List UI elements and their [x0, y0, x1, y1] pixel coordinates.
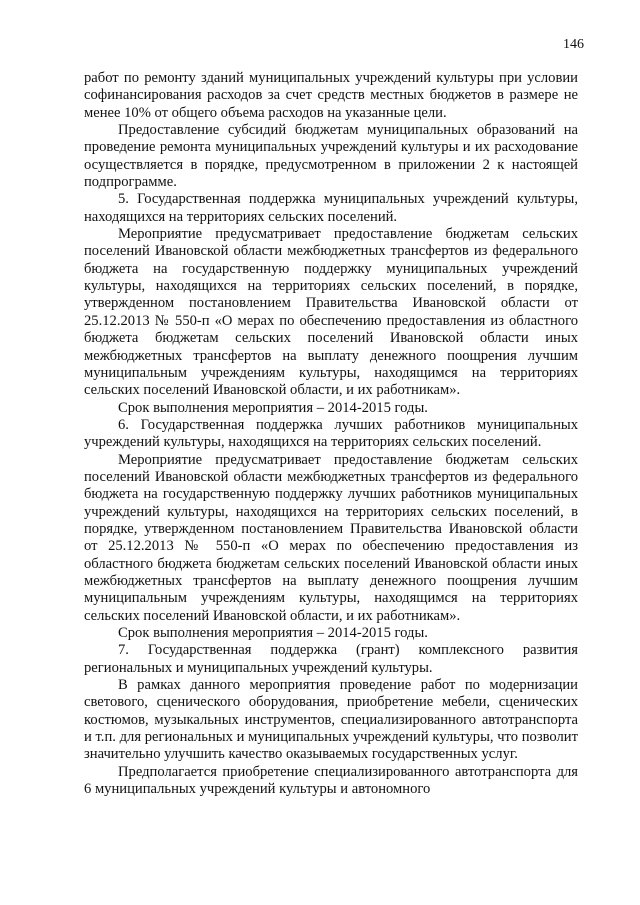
paragraph-transport: Предполагается приобретение специализированного автотранспорта для 6 муниципальных учреждений культуры и автономного [84, 763, 578, 798]
paragraph-item-5-description: Мероприятие предусматривает предоставление бюджетам сельских поселений Ивановской области межбюджетных трансфертов из федерального бюджета на государственную поддержку муниципальных учреждений культуры, находящихся на территориях сельских поселений, в порядке, утвержденном постановлением Правительства Ивановской области от 25.12.2013 № 550-п «О мерах по обеспечению предоставления из областного бюджета бюджетам сельских поселений Ивановской области иных межбюджетных трансфертов на выплату денежного поощрения лучшим муниципальным учреждениям культуры, находящимся на территориях сельских поселений Ивановской области, и их работникам». [84, 226, 578, 399]
paragraph-item-6-deadline: Срок выполнения мероприятия – 2014-2015 годы. [118, 625, 428, 641]
heading-item-7: 7. Государственная поддержка (грант) комплексного развития региональных и муниципальных учреждений культуры. [84, 642, 578, 676]
paragraph-item-6-description: Мероприятие предусматривает предоставление бюджетам сельских поселений Ивановской области межбюджетных трансфертов из федерального бюджета на государственную поддержку лучших работников муниципальных учреждений культуры, находящихся на территориях сельских поселений, в порядке, утвержденном постановлением Правительства Ивановской области от 25.12.2013 № 550-п «О мерах по обеспечению предоставления из областного бюджета бюджетам сельских поселений Ивановской области иных межбюджетных трансфертов на выплату денежного поощрения лучшим муниципальным учреждениям культуры, находящимся на территориях сельских поселений Ивановской области, и их работникам». [84, 451, 578, 624]
paragraph-item-5-deadline: Срок выполнения мероприятия – 2014-2015 годы. [118, 399, 428, 416]
paragraph-continuation: работ по ремонту зданий муниципальных учреждений культуры при условии софинансирования расходов за счет средств местных бюджетов в размере не менее 10% от общего объема расходов на указанные цели. [84, 70, 578, 121]
heading-item-5: 5. Государственная поддержка муниципальных учреждений культуры, находящихся на территориях сельских поселений. [84, 191, 578, 225]
heading-item-6: 6. Государственная поддержка лучших работников муниципальных учреждений культуры, находящихся на территориях сельских поселений. [84, 416, 578, 451]
page-number: 146 [563, 37, 584, 52]
paragraph-subsidies: Предоставление субсидий бюджетам муниципальных образований на проведение ремонта муниципальных учреждений культуры и их расходование осуществляется в порядке, предусмотренном в приложении 2 к настоящей подпрограмме. [84, 122, 578, 191]
paragraph-item-7-description: В рамках данного мероприятия проведение работ по модернизации светового, сценического оборудования, приобретение мебели, сценических костюмов, музыкальных инструментов, специализированного автотранспорта и т.п. для региональных и муниципальных учреждений культуры, что позволит значительно улучшить качество оказываемых государственных услуг. [84, 677, 578, 763]
document-body [84, 70, 578, 798]
